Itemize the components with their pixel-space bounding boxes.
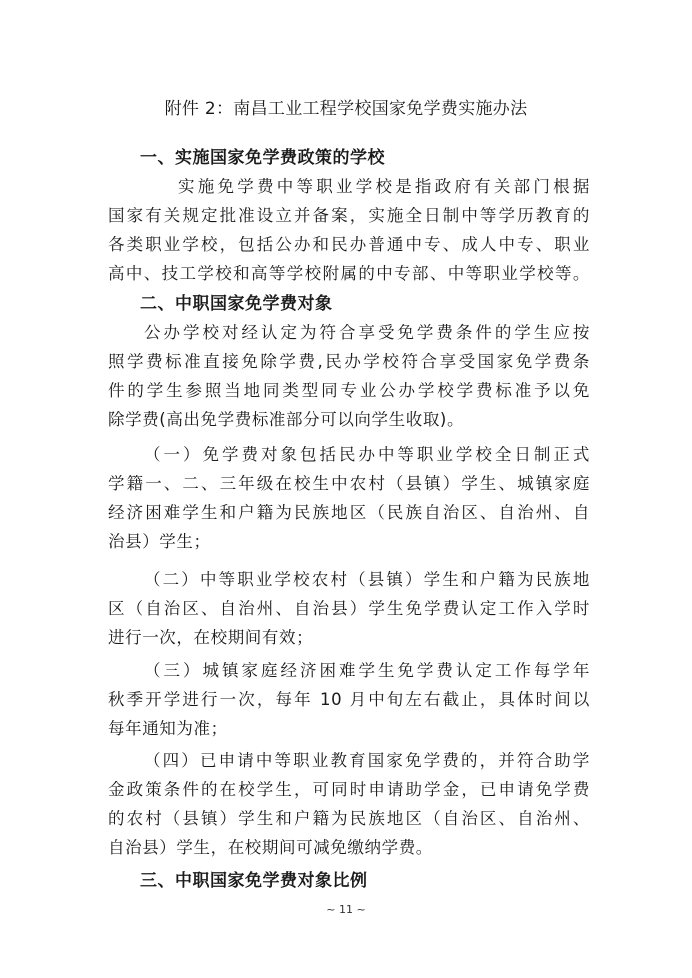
paragraph-line: 金政策条件的在校学生，可同时申请助学金，已申请免学费 <box>108 780 590 799</box>
section-heading-3: 三、中职国家免学费对象比例 <box>140 871 368 891</box>
paragraph-line: 公办学校对经认定为符合享受免学费条件的学生应按 <box>144 323 590 342</box>
document-title: 附件 2：南昌工业工程学校国家免学费实施办法 <box>164 99 528 119</box>
paragraph-line: 实施免学费中等职业学校是指政府有关部门根据 <box>178 177 590 196</box>
paragraph-line: 照学费标准直接免除学费,民办学校符合享受国家免学费条 <box>108 352 590 371</box>
paragraph-line: 各类职业学校，包括公办和民办普通中专、成人中专、职业 <box>108 235 590 254</box>
paragraph-line: （四）已申请中等职业教育国家免学费的，并符合助学 <box>144 751 590 770</box>
section-2-paragraph-4 <box>108 656 590 743</box>
section-2-paragraph-2 <box>108 440 590 556</box>
paragraph-line: 经济困难学生和户籍为民族地区（民族自治区、自治州、自 <box>108 503 590 522</box>
page-number: ~ 11 ~ <box>326 903 366 916</box>
section-1-paragraph-1 <box>108 172 590 288</box>
paragraph-line: 进行一次，在校期间有效； <box>108 628 314 647</box>
paragraph-line: 除学费(高出免学费标准部分可以向学生收取)。 <box>108 410 465 429</box>
paragraph-line: 秋季开学进行一次，每年 10 月中旬左右截止，具体时间以 <box>108 690 590 709</box>
section-2-paragraph-3 <box>108 565 590 652</box>
paragraph-line: 高中、技工学校和高等学校附属的中专部、中等职业学校等。 <box>108 264 590 283</box>
paragraph-line: （二）中等职业学校农村（县镇）学生和户籍为民族地 <box>144 570 590 589</box>
paragraph-line: 国家有关规定批准设立并备案，实施全日制中等学历教育的 <box>108 206 590 225</box>
section-2-paragraph-1 <box>108 318 590 434</box>
paragraph-line: （三）城镇家庭经济困难学生免学费认定工作每学年 <box>144 661 590 680</box>
paragraph-line: 每年通知为准； <box>108 719 228 738</box>
paragraph-line: （一）免学费对象包括民办中等职业学校全日制正式 <box>144 445 590 464</box>
section-2-paragraph-5 <box>108 746 590 862</box>
paragraph-line: 区（自治区、自治州、自治县）学生免学费认定工作入学时 <box>108 599 590 618</box>
paragraph-line: 治县）学生； <box>108 532 211 551</box>
section-heading-1: 一、实施国家免学费政策的学校 <box>140 148 385 168</box>
section-heading-2: 二、中职国家免学费对象 <box>140 294 333 314</box>
paragraph-line: 自治县）学生，在校期间可减免缴纳学费。 <box>108 838 433 857</box>
paragraph-line: 学籍一、二、三年级在校生中农村（县镇）学生、城镇家庭 <box>108 474 590 493</box>
paragraph-line: 的农村（县镇）学生和户籍为民族地区（自治区、自治州、 <box>108 809 590 828</box>
paragraph-line: 件的学生参照当地同类型同专业公办学校学费标准予以免 <box>108 381 590 400</box>
